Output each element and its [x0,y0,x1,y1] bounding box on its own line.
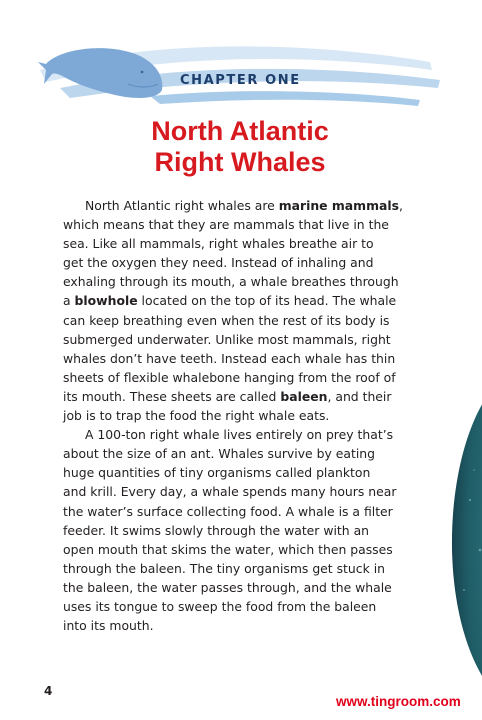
key-term: marine mammals [278,198,399,213]
text-line [63,311,423,330]
text-line [63,482,423,501]
text-line [63,234,423,253]
text-run: , and their [327,388,392,404]
text-run: and krill. Every day, a whale spends many hours near [63,484,397,500]
text-run: into its mouth. [63,618,154,634]
text-line [63,330,423,349]
text-run: which means that they are mammals that live in the [63,217,389,233]
text-line [63,559,423,578]
text-run: exhaling through its mouth, a whale breathes through [63,274,399,290]
text-run: located on the top of its head. The whale [137,293,397,309]
text-run: A 100-ton right whale lives entirely on prey that’s [85,427,394,443]
text-run: uses its tongue to sweep the food from the baleen [63,598,377,614]
chapter-label: CHAPTER ONE [180,73,301,88]
key-term: blowhole [74,293,138,309]
text-run: open mouth that skims the water, which then passes [63,541,393,557]
text-run: about the size of an ant. Whales survive by eating [63,446,375,462]
body-text [63,196,423,635]
text-run: whales don’t have teeth. Instead each whale has thin [63,350,396,366]
text-run: get the oxygen they need. Instead of inhaling and [63,255,374,271]
text-run: submerged underwater. Unlike most mammals, right [63,331,391,347]
text-line [63,444,423,463]
text-run: through the baleen. The tiny organisms get stuck in [63,560,385,576]
text-run: huge quantities of tiny organisms called plankton [63,465,371,481]
text-line [63,406,423,425]
swoosh-front [150,91,420,106]
paragraph [63,196,423,425]
text-line [63,349,423,368]
page-title [100,116,380,178]
text-line [63,215,423,234]
text-line [63,578,423,597]
text-run: sea. Like all mammals, right whales breathe air to [63,236,374,252]
text-line [63,502,423,521]
title-line: Right Whales [154,147,326,177]
watermark-link[interactable]: www.tingroom.com [336,694,461,709]
page-number: 4 [44,684,53,698]
text-run: a [63,293,75,309]
text-line [63,387,423,406]
text-line [63,368,423,387]
text-line [63,425,423,444]
key-term: baleen [280,388,328,404]
text-run: job is to trap the food the right whale eats. [63,408,330,424]
text-run: the water’s surface collecting food. A whale is a filter [63,503,393,519]
text-line [63,597,423,616]
text-line [63,291,423,310]
text-line [63,616,423,635]
header-art [0,0,482,120]
text-run: , [398,198,403,213]
text-run: feeder. It swims slowly through the water with an [63,522,370,538]
text-line [63,272,423,291]
title-line: North Atlantic [151,116,329,146]
text-run: its mouth. These sheets are called [63,388,281,404]
globe-icon [440,380,482,700]
text-line [63,521,423,540]
text-line [63,253,423,272]
text-run: can keep breathing even when the rest of its body is [63,312,390,328]
text-line [63,463,423,482]
text-run: sheets of flexible whalebone hanging from the roof of [63,369,396,385]
text-line [63,540,423,559]
paragraph [63,425,423,635]
text-run: North Atlantic right whales are [85,198,279,213]
text-line [63,196,423,215]
text-run: the baleen, the water passes through, and the whale [63,579,392,595]
